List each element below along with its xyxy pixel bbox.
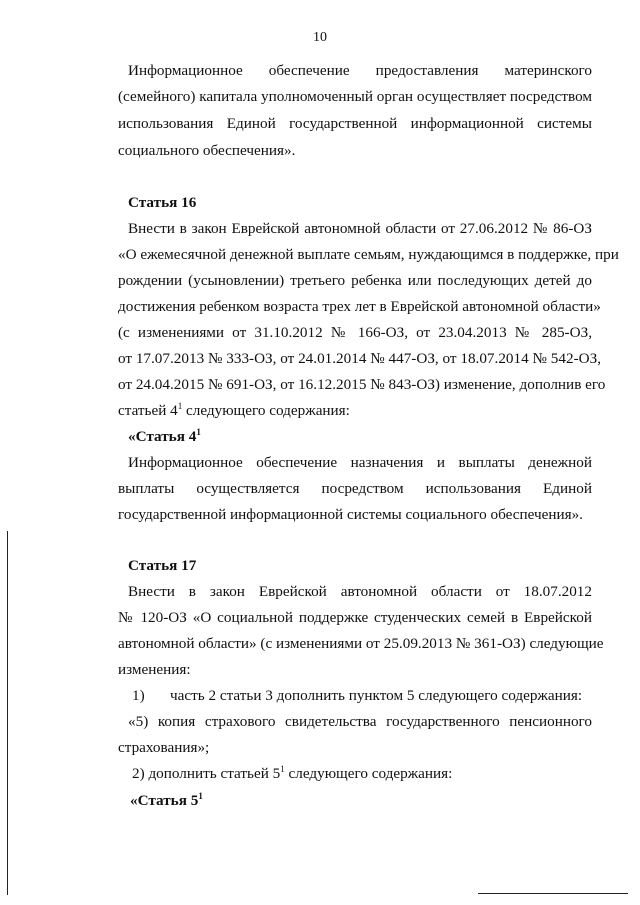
paragraph-line: государственной информационной системы социального обеспечения». (118, 506, 583, 523)
paragraph-line: достижения ребенком возраста трех лет в Еврейской автономной области» (118, 298, 601, 315)
footnote-separator (478, 893, 628, 894)
list-item-text: часть 2 статьи 3 дополнить пунктом 5 следующего содержания: (170, 687, 583, 704)
paragraph-line: Информационное обеспечение назначения и выплаты денежной (128, 454, 592, 471)
page-number: 10 (313, 30, 327, 45)
scan-margin-line (7, 531, 8, 895)
list-item-number: 1) (132, 687, 145, 704)
list-item-text: 2) дополнить статьей $5^1$ следующего содержания: (132, 764, 453, 782)
paragraph-line: «О ежемесячной денежной выплате семьям, нуждающимся в поддержке, при (118, 246, 619, 263)
article-heading: Статья 17 (128, 557, 197, 574)
quoted-article-heading: «Статья $4^1$ (128, 427, 201, 445)
paragraph-line: использования Единой государственной информационной системы (118, 115, 592, 132)
paragraph-line: Информационное обеспечение предоставления материнского (128, 62, 592, 79)
quoted-article-heading: «Статья $5^1$ (130, 791, 203, 809)
paragraph-line: Внести в закон Еврейской автономной области от 18.07.2012 (128, 583, 592, 600)
paragraph-line: статьей $4^1$ следующего содержания: (118, 401, 350, 419)
paragraph-line: «5) копия страхового свидетельства государственного пенсионного (128, 713, 592, 730)
paragraph-line: (семейного) капитала уполномоченный орган осуществляет посредством (118, 88, 592, 105)
paragraph-line: изменения: (118, 661, 191, 678)
paragraph-line: страхования»; (118, 739, 210, 756)
paragraph-line: № 120-ОЗ «О социальной поддержке студенческих семей в Еврейской (118, 609, 592, 626)
paragraph-line: (с изменениями от 31.10.2012 № 166-ОЗ, от 23.04.2013 № 285-ОЗ, (118, 324, 592, 341)
paragraph-line: выплаты осуществляется посредством использования Единой (118, 480, 592, 497)
paragraph-line: от 24.04.2015 № 691-ОЗ, от 16.12.2015 № 843-ОЗ) изменение, дополнив его (118, 376, 606, 393)
paragraph-line: автономной области» (с изменениями от 25.09.2013 № 361-ОЗ) следующие (118, 635, 604, 652)
paragraph-line: Внести в закон Еврейской автономной области от 27.06.2012 № 86-ОЗ (128, 220, 592, 237)
paragraph-line: социального обеспечения». (118, 142, 296, 159)
article-heading: Статья 16 (128, 194, 197, 211)
paragraph-line: от 17.07.2013 № 333-ОЗ, от 24.01.2014 № 447-ОЗ, от 18.07.2014 № 542-ОЗ, (118, 350, 601, 367)
paragraph-line: рождении (усыновлении) третьего ребенка или последующих детей до (118, 272, 592, 289)
